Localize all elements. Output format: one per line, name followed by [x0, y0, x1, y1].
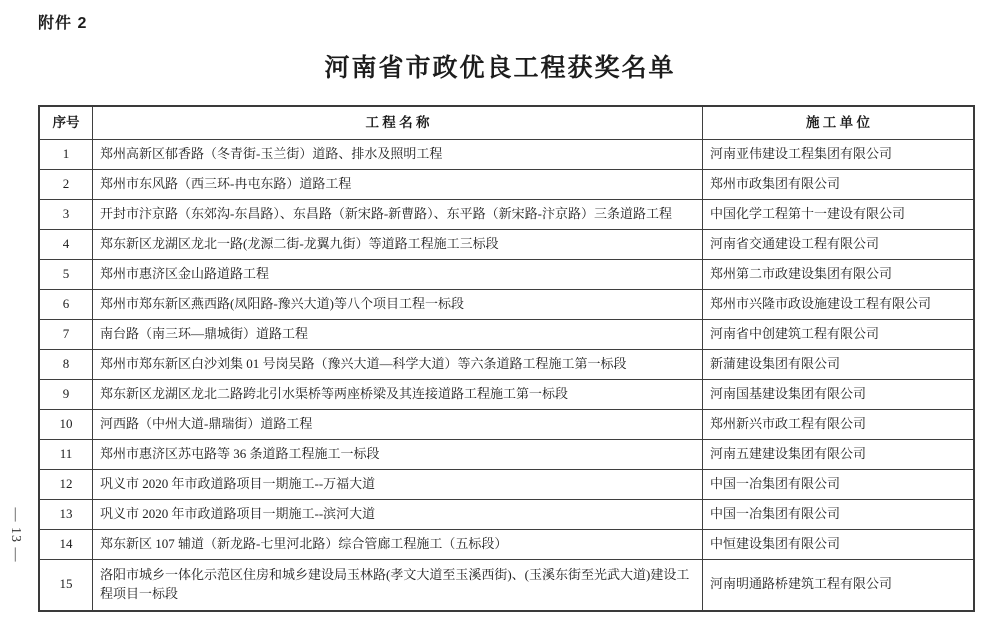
project-name: 郑东新区龙湖区龙北一路(龙源二街-龙翼九街）等道路工程施工三标段 [93, 229, 703, 259]
row-index: 13 [39, 499, 93, 529]
column-header-index: 序号 [39, 106, 93, 139]
page-number: — 13 — [8, 507, 23, 563]
project-name: 开封市汴京路（东郊沟-东昌路）、东昌路（新宋路-新曹路）、东平路（新宋路-汴京路）三条道路工程 [93, 199, 703, 229]
table-row [39, 259, 974, 289]
construction-unit: 河南省中创建筑工程有限公司 [703, 319, 975, 349]
project-name: 郑州市郑东新区白沙刘集 01 号岗吴路（豫兴大道—科学大道）等六条道路工程施工第一标段 [93, 349, 703, 379]
construction-unit: 中恒建设集团有限公司 [703, 529, 975, 559]
page-title: 河南省市政优良工程获奖名单 [324, 54, 676, 82]
construction-unit: 河南亚伟建设工程集团有限公司 [703, 139, 975, 169]
construction-unit: 郑州第二市政建设集团有限公司 [703, 259, 975, 289]
table-row [39, 199, 974, 229]
row-index: 12 [39, 469, 93, 499]
column-header-construction-unit: 施 工 单 位 [703, 106, 975, 139]
construction-unit: 河南五建建设集团有限公司 [703, 439, 975, 469]
table-row [39, 559, 974, 611]
row-index: 9 [39, 379, 93, 409]
row-index: 10 [39, 409, 93, 439]
project-name: 郑州市惠济区金山路道路工程 [93, 259, 703, 289]
table-row [39, 289, 974, 319]
project-name: 郑东新区 107 辅道（新龙路-七里河北路）综合管廊工程施工（五标段） [93, 529, 703, 559]
project-name: 郑东新区龙湖区龙北二路跨北引水渠桥等两座桥梁及其连接道路工程施工第一标段 [93, 379, 703, 409]
table-row [39, 529, 974, 559]
project-name: 郑州高新区郁香路（冬青街-玉兰街）道路、排水及照明工程 [93, 139, 703, 169]
construction-unit: 郑州市兴隆市政设施建设工程有限公司 [703, 289, 975, 319]
row-index: 11 [39, 439, 93, 469]
header-row [39, 106, 974, 139]
construction-unit: 河南明通路桥建筑工程有限公司 [703, 559, 975, 611]
row-index: 1 [39, 139, 93, 169]
awards-table-body [39, 139, 974, 611]
row-index: 6 [39, 289, 93, 319]
row-index: 2 [39, 169, 93, 199]
row-index: 8 [39, 349, 93, 379]
construction-unit: 河南国基建设集团有限公司 [703, 379, 975, 409]
table-row [39, 229, 974, 259]
project-name: 郑州市郑东新区燕西路(凤阳路-豫兴大道)等八个项目工程一标段 [93, 289, 703, 319]
construction-unit: 河南省交通建设工程有限公司 [703, 229, 975, 259]
table-row [39, 349, 974, 379]
construction-unit: 新蒲建设集团有限公司 [703, 349, 975, 379]
table-row [39, 469, 974, 499]
row-index: 15 [39, 559, 93, 611]
attachment-label: 附件 2 [38, 15, 88, 32]
construction-unit: 郑州新兴市政工程有限公司 [703, 409, 975, 439]
row-index: 4 [39, 229, 93, 259]
table-row [39, 139, 974, 169]
project-name: 郑州市惠济区苏屯路等 36 条道路工程施工一标段 [93, 439, 703, 469]
table-row [39, 319, 974, 349]
table-row [39, 439, 974, 469]
row-index: 14 [39, 529, 93, 559]
row-index: 5 [39, 259, 93, 289]
project-name: 巩义市 2020 年市政道路项目一期施工--万福大道 [93, 469, 703, 499]
table-row [39, 169, 974, 199]
awards-table [38, 105, 975, 612]
row-index: 7 [39, 319, 93, 349]
column-header-project-name: 工 程 名 称 [93, 106, 703, 139]
table-row [39, 499, 974, 529]
table-row [39, 409, 974, 439]
table-row [39, 379, 974, 409]
project-name: 郑州市东风路（西三环-冉屯东路）道路工程 [93, 169, 703, 199]
construction-unit: 中国一冶集团有限公司 [703, 469, 975, 499]
construction-unit: 郑州市政集团有限公司 [703, 169, 975, 199]
project-name: 巩义市 2020 年市政道路项目一期施工--滨河大道 [93, 499, 703, 529]
construction-unit: 中国一冶集团有限公司 [703, 499, 975, 529]
project-name: 洛阳市城乡一体化示范区住房和城乡建设局玉林路(孝文大道至玉溪西街)、(玉溪东街至光武大道)建设工程项目一标段 [93, 559, 703, 611]
awards-table-header [39, 106, 974, 139]
row-index: 3 [39, 199, 93, 229]
project-name: 南台路（南三环—鼎城街）道路工程 [93, 319, 703, 349]
construction-unit: 中国化学工程第十一建设有限公司 [703, 199, 975, 229]
project-name: 河西路（中州大道-鼎瑞街）道路工程 [93, 409, 703, 439]
